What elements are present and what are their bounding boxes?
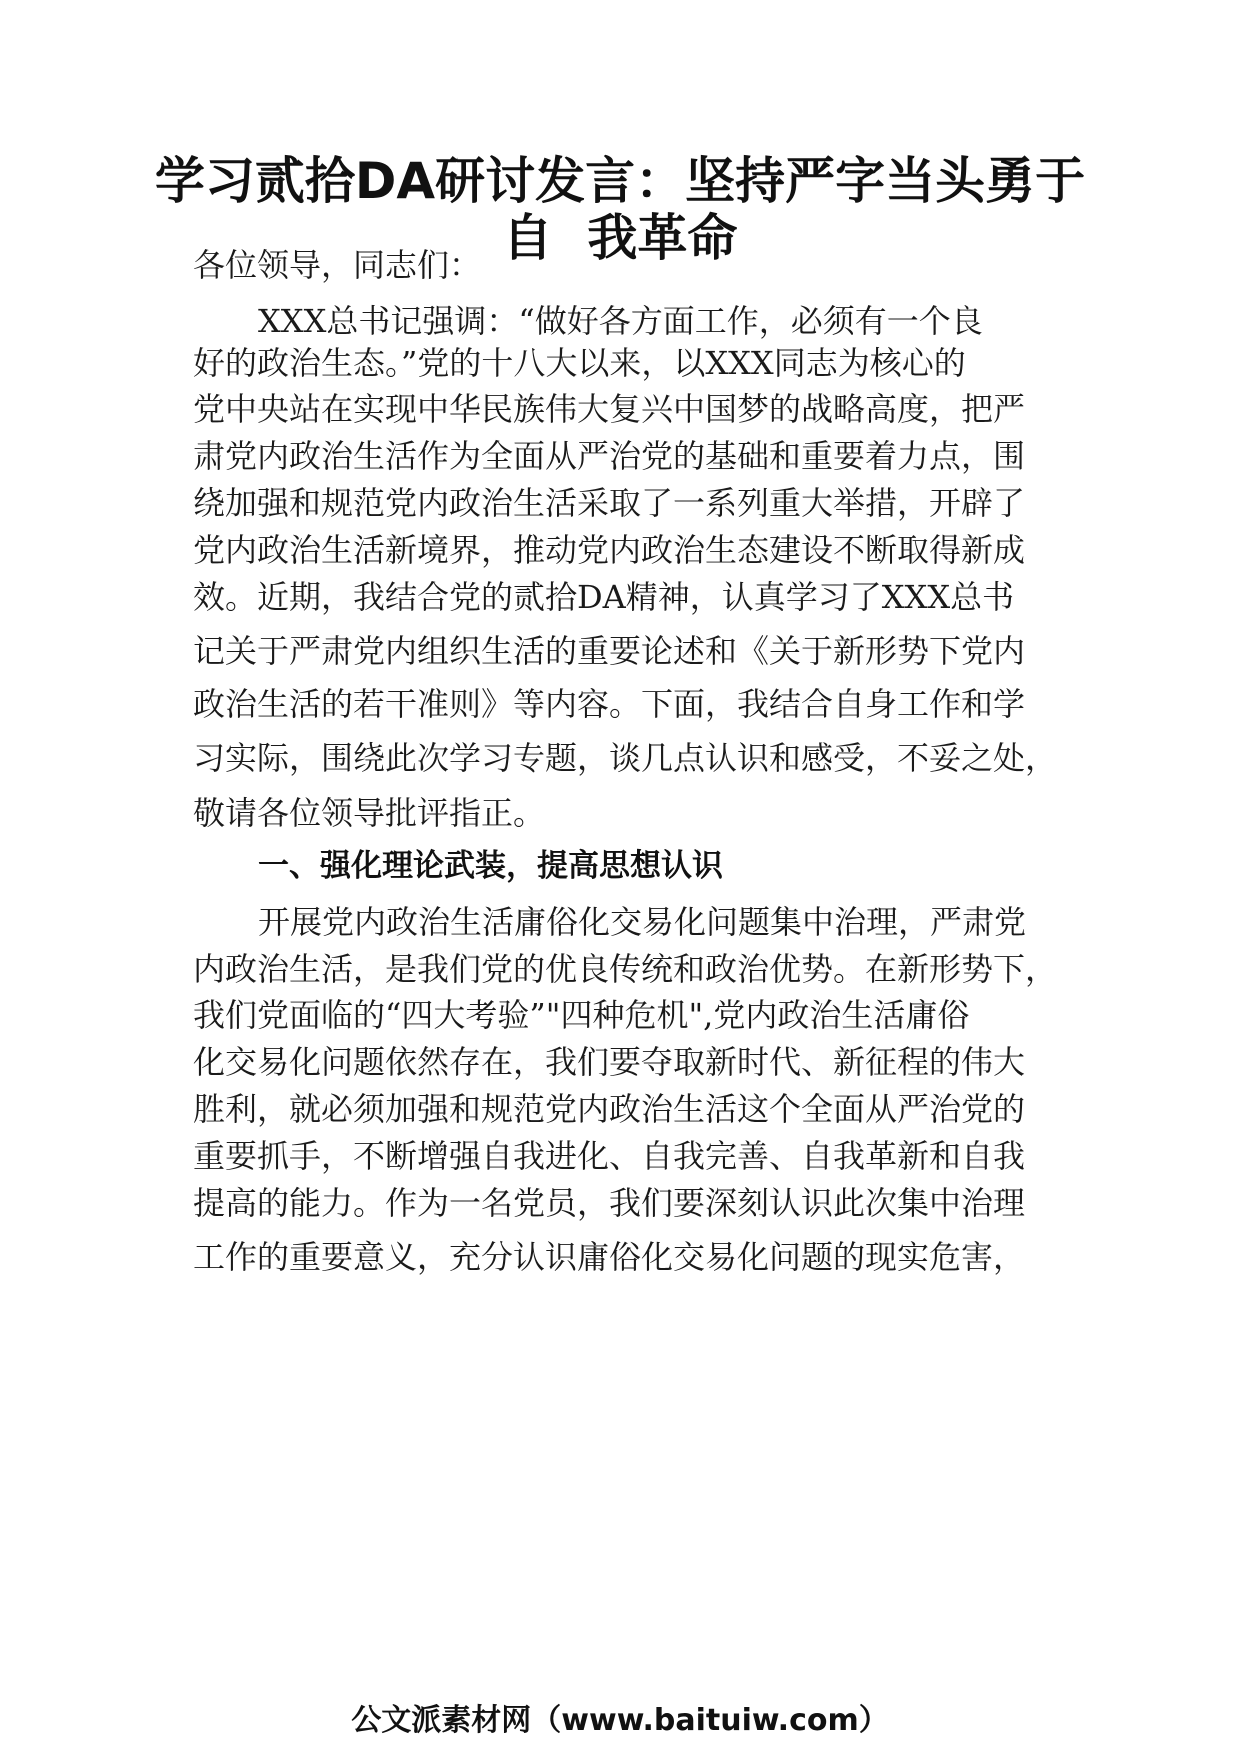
- paragraph-line: XXX总书记强调：“做好各方面工作，必须有一个良: [258, 302, 983, 340]
- paragraph-line: 工作的重要意义，充分认识庸俗化交易化问题的现实危害，: [193, 1238, 1026, 1276]
- paragraph-line: 好的政治生态。”党的十八大以来，以XXX同志为核心的: [193, 344, 966, 382]
- paragraph-line: 习实际，围绕此次学习专题，谈几点认识和感受，不妥之处，: [193, 739, 1058, 777]
- paragraph-line: 重要抓手，不断增强自我进化、自我完善、自我革新和自我: [193, 1137, 1026, 1175]
- paragraph-line: 效。近期，我结合党的贰拾DA精神，认真学习了XXX总书: [193, 578, 1015, 616]
- paragraph-line: 提高的能力。作为一名党员，我们要深刻认识此次集中治理: [193, 1184, 1026, 1222]
- paragraph-line: 党内政治生活新境界，推动党内政治生态建设不断取得新成: [193, 531, 1026, 569]
- paragraph-line: 胜利，就必须加强和规范党内政治生活这个全面从严治党的: [193, 1090, 1026, 1128]
- paragraph-line: 记关于严肃党内组织生活的重要论述和《关于新形势下党内: [193, 632, 1026, 670]
- greeting: 各位领导，同志们：: [193, 246, 482, 284]
- paragraph-line: 政治生活的若干准则》等内容。下面，我结合自身工作和学: [193, 685, 1026, 723]
- paragraph-line: 党中央站在实现中华民族伟大复兴中国梦的战略高度，把严: [193, 390, 1026, 428]
- section-heading-1: 一、强化理论武装，提高思想认识: [258, 848, 723, 884]
- document-title-line-2: 自 我革命: [502, 209, 738, 267]
- footer-source: 公文派素材网（www.baituiw.com）: [351, 1703, 889, 1738]
- paragraph-line: 我们党面临的“四大考验”"四种危机",党内政治生活庸俗: [193, 996, 970, 1034]
- paragraph-line: 肃党内政治生活作为全面从严治党的基础和重要着力点，围: [193, 437, 1026, 475]
- paragraph-line: 内政治生活，是我们党的优良传统和政治优势。在新形势下，: [193, 950, 1058, 988]
- paragraph-line: 绕加强和规范党内政治生活采取了一系列重大举措，开辟了: [193, 484, 1026, 522]
- document-title-line-1: 学习贰拾DA研讨发言：坚持严字当头勇于: [154, 152, 1086, 210]
- paragraph-line: 敬请各位领导批评指正。: [193, 794, 546, 832]
- paragraph-line: 化交易化问题依然存在，我们要夺取新时代、新征程的伟大: [193, 1043, 1026, 1081]
- paragraph-line: 开展党内政治生活庸俗化交易化问题集中治理，严肃党: [258, 903, 1027, 941]
